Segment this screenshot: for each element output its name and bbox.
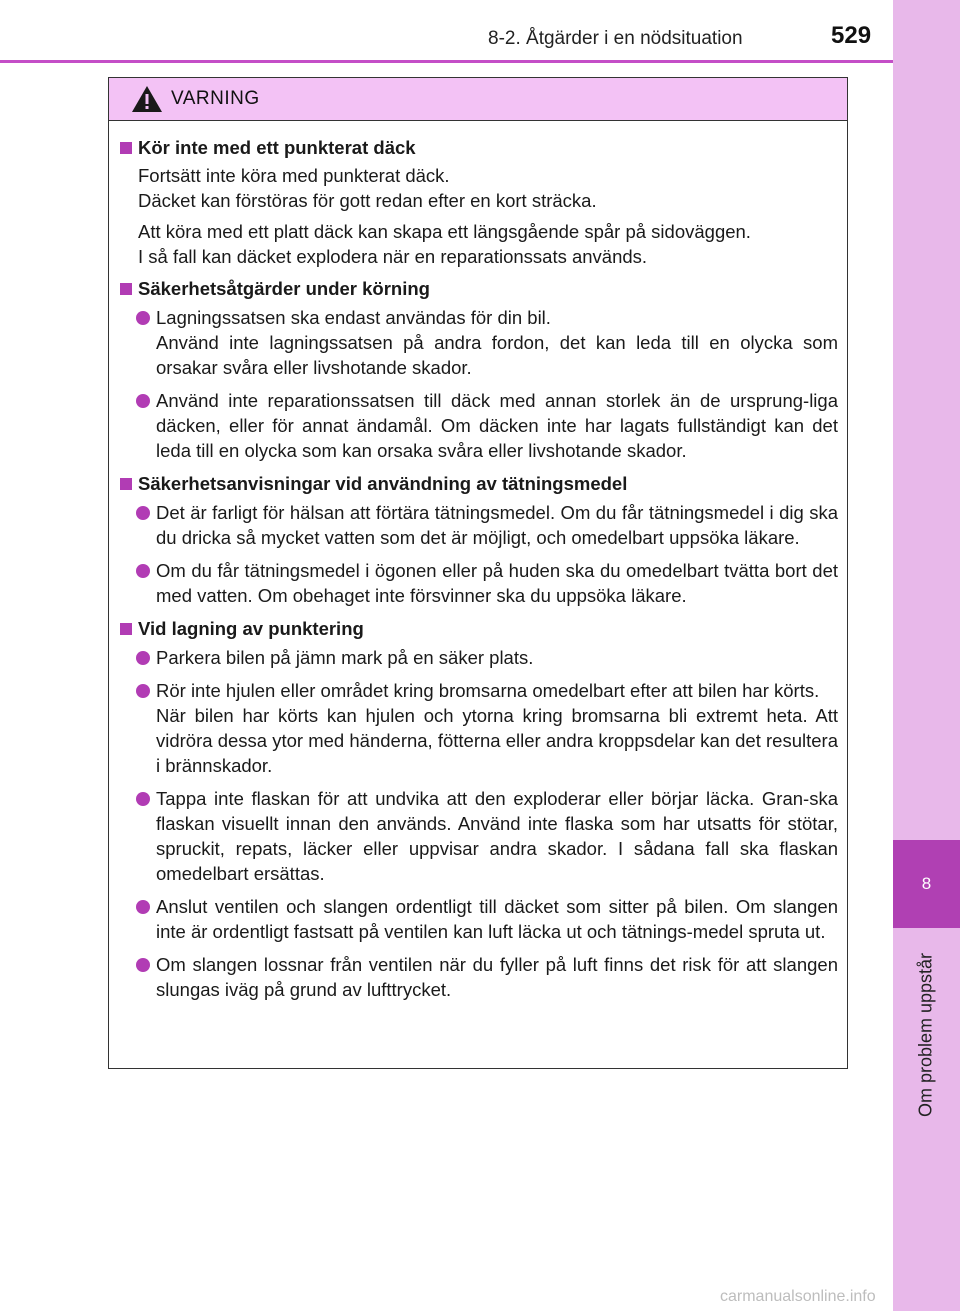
circle-bullet-icon — [136, 651, 150, 665]
circle-bullet-icon — [136, 564, 150, 578]
circle-bullet-icon — [136, 506, 150, 520]
section-heading — [120, 276, 838, 302]
section-heading — [120, 135, 838, 161]
bullet-line: Lagningssatsen ska endast användas för din bil. — [156, 307, 551, 328]
section-heading-text: Säkerhetsanvisningar vid användning av tätningsmedel — [138, 473, 628, 494]
warning-section — [120, 276, 838, 463]
bullet-line: Rör inte hjulen eller området kring bromsarna omedelbart efter att bilen har körts. — [156, 680, 820, 701]
square-bullet-icon — [120, 623, 132, 635]
bullet-text — [156, 558, 838, 608]
bullet-text — [156, 952, 838, 1002]
warning-section — [120, 135, 838, 269]
bullet-text — [156, 678, 838, 778]
bullet-line: Om du får tätningsmedel i ögonen eller på huden ska du omedelbart tvätta bort det med vatten. Om obehaget inte försvinner ska du uppsöka läkare. — [156, 560, 838, 606]
paragraph-line: I så fall kan däcket explodera när en reparationssats används. — [138, 246, 648, 267]
square-bullet-icon — [120, 142, 132, 154]
circle-bullet-icon — [136, 684, 150, 698]
bullet-text — [156, 305, 838, 380]
bullet-line: Om slangen lossnar från ventilen när du fyller på luft finns det risk för att slangen slungas iväg på grund av lufttrycket. — [156, 954, 838, 1000]
section-heading-text: Kör inte med ett punkterat däck — [138, 137, 416, 158]
bullet-line: Använd inte reparationssatsen till däck med annan storlek än de ursprung-liga däcken, eller för annat ändamål. Om däcken inte har lagats fullständigt kan det leda till en olycka som kan orsaka svåra eller livshotande skador. — [156, 390, 838, 461]
bullet-line: Det är farligt för hälsan att förtära tätningsmedel. Om du får tätningsmedel i dig ska du dricka så mycket vatten som det är möjligt, och omedelbart uppsöka läkare. — [156, 502, 838, 548]
warning-title: VARNING — [171, 88, 260, 109]
bullet-item — [136, 645, 838, 670]
chapter-side-tab — [893, 0, 960, 1311]
paragraph — [138, 163, 838, 213]
chapter-title: Om problem uppstår — [915, 952, 936, 1118]
circle-bullet-icon — [136, 311, 150, 325]
section-paragraphs — [120, 163, 838, 269]
square-bullet-icon — [120, 283, 132, 295]
bullet-item — [136, 500, 838, 550]
section-title: 8-2. Åtgärder i en nödsituation — [488, 28, 743, 49]
bullet-item — [136, 786, 838, 886]
bullet-line: Parkera bilen på jämn mark på en säker plats. — [156, 647, 534, 668]
paragraph — [138, 219, 838, 269]
bullet-item — [136, 305, 838, 380]
paragraph-line: Däcket kan förstöras för gott redan efter en kort sträcka. — [138, 190, 597, 211]
section-heading-text: Säkerhetsåtgärder under körning — [138, 278, 430, 299]
section-heading — [120, 616, 838, 642]
page-number: 529 — [831, 22, 872, 49]
section-heading — [120, 471, 838, 497]
circle-bullet-icon — [136, 394, 150, 408]
warning-section — [120, 616, 838, 1002]
warning-body — [109, 121, 847, 1002]
warning-triangle-icon — [131, 85, 163, 113]
bullet-item — [136, 678, 838, 778]
section-heading-text: Vid lagning av punktering — [138, 618, 364, 639]
paragraph-line: Att köra med ett platt däck kan skapa ett längsgående spår på sidoväggen. — [138, 221, 751, 242]
warning-section — [120, 471, 838, 608]
bullet-line: Tappa inte flaskan för att undvika att den exploderar eller börjar läcka. Gran-ska flaskan visuellt innan den används. Använd inte flaska som har utsatts för stötar, spruckit, repats, läcker eller uppvisar andra skador. I sådana fall ska flaskan omedelbart ersättas. — [156, 788, 838, 884]
bullet-text — [156, 388, 838, 463]
bullet-line: Anslut ventilen och slangen ordentligt till däcket som sitter på bilen. Om slangen inte är ordentligt fastsatt på ventilen kan luft läcka ut och tätnings-medel spruta ut. — [156, 896, 838, 942]
circle-bullet-icon — [136, 958, 150, 972]
bullet-text — [156, 786, 838, 886]
bullet-item — [136, 388, 838, 463]
circle-bullet-icon — [136, 792, 150, 806]
bullet-item — [136, 894, 838, 944]
bullet-text — [156, 894, 838, 944]
watermark: carmanualsonline.info — [720, 1288, 876, 1305]
square-bullet-icon — [120, 478, 132, 490]
bullet-text — [156, 500, 838, 550]
bullet-item — [136, 952, 838, 1002]
warning-box — [108, 77, 848, 1069]
warning-header — [109, 78, 847, 121]
chapter-number: 8 — [893, 840, 960, 928]
circle-bullet-icon — [136, 900, 150, 914]
page-header — [0, 0, 893, 58]
bullet-line: När bilen har körts kan hjulen och ytorna kring bromsarna bli extremt heta. Att vidröra dessa ytor med händerna, fötterna eller andra kroppsdelar kan det resultera i brännskador. — [156, 705, 838, 776]
bullet-line: Använd inte lagningssatsen på andra fordon, det kan leda till en olycka som orsakar svåra eller livshotande skador. — [156, 332, 838, 378]
bullet-text — [156, 645, 838, 670]
paragraph-line: Fortsätt inte köra med punkterat däck. — [138, 165, 450, 186]
header-rule — [0, 60, 893, 63]
bullet-item — [136, 558, 838, 608]
